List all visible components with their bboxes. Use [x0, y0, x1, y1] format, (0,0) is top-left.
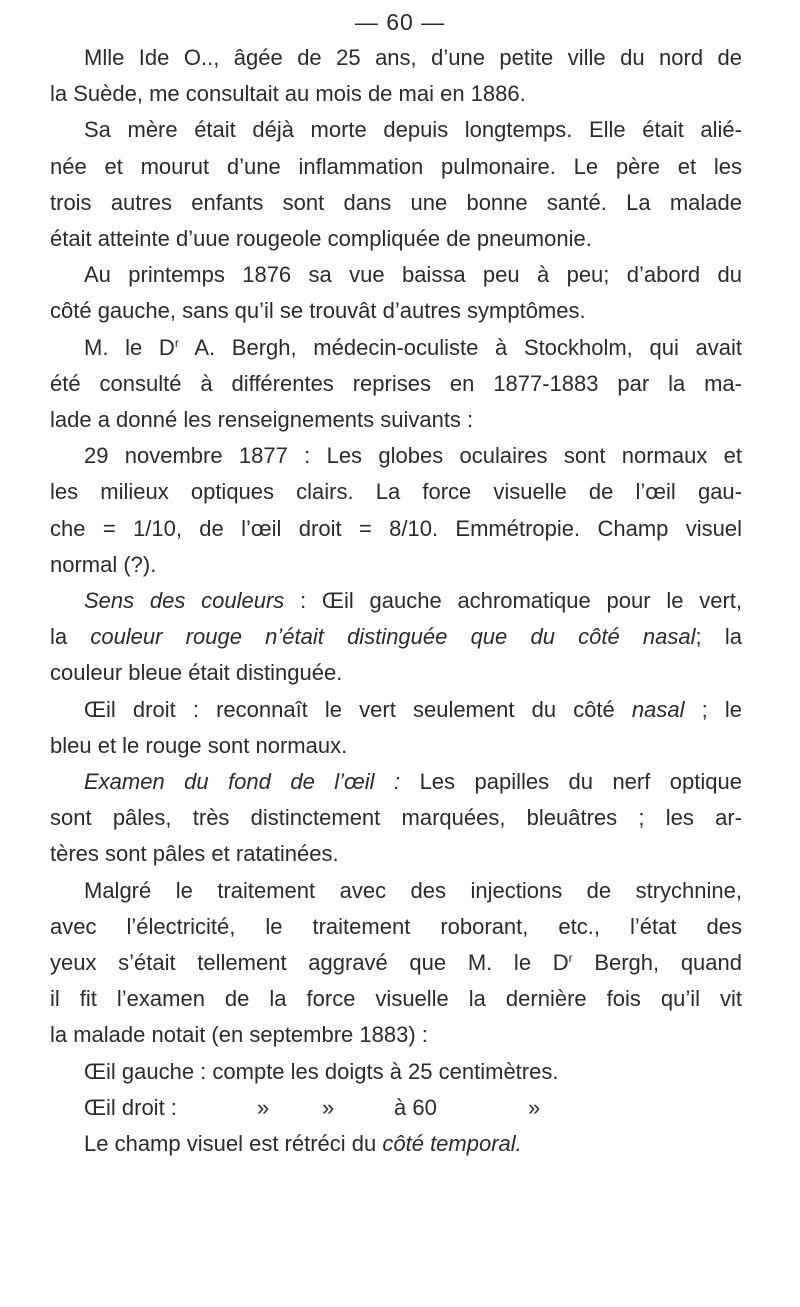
text-line	[50, 1126, 742, 1162]
text-line	[50, 945, 742, 981]
measurement-line	[50, 1090, 742, 1126]
text-line: été consulté à différentes reprises en 1877-1883 par la ma-	[50, 370, 742, 396]
text-fragment: la	[50, 624, 91, 650]
text-line: née et mourut d’une inflammation pulmonaire. Le père et les	[50, 153, 742, 179]
superscript: r	[174, 335, 179, 350]
text-fragment: ; la	[695, 624, 742, 650]
italic-heading: Sens des couleurs	[84, 588, 285, 614]
text-line: trois autres enfants sont dans une bonne santé. La malade	[50, 189, 742, 215]
superscript: r	[568, 951, 573, 966]
text-fragment: Les papilles du nerf optique	[400, 769, 742, 795]
text-fragment: Œil droit :	[84, 1094, 177, 1120]
text-line: avec l’électricité, le traitement roborant, etc., l’état des	[50, 913, 742, 939]
text-line: Malgré le traitement avec des injections de strychnine,	[84, 877, 742, 903]
text-line: côté gauche, sans qu’il se trouvât d’autres symptômes.	[50, 298, 586, 324]
text-line: la malade notait (en septembre 1883) :	[50, 1022, 428, 1048]
text-line: che = 1/10, de l’œil droit = 8/10. Emmétropie. Champ visuel	[50, 515, 742, 541]
italic-phrase: côté temporal.	[382, 1131, 522, 1157]
text-fragment: yeux s’était tellement aggravé que M. le D	[50, 950, 569, 976]
text-line: tères sont pâles et ratatinées.	[50, 841, 339, 867]
text-fragment: Bergh, quand	[572, 950, 742, 976]
text-fragment: A. Bergh, médecin-oculiste à Stockholm, qui avait	[194, 334, 742, 360]
text-line: il fit l’examen de la force visuelle la dernière fois qu’il vit	[50, 986, 742, 1012]
text-line	[50, 764, 742, 800]
italic-word: nasal	[631, 696, 685, 722]
body-text	[50, 40, 742, 1162]
text-fragment: Le champ visuel est rétréci du	[84, 1131, 383, 1157]
italic-heading: Examen du fond de l’œil :	[84, 769, 401, 795]
text-line: 29 novembre 1877 : Les globes oculaires sont normaux et	[84, 443, 742, 469]
text-fragment: à 60	[394, 1094, 437, 1120]
italic-phrase: couleur rouge n’était distinguée que du côté nasal	[90, 624, 696, 650]
ditto-mark: »	[257, 1094, 270, 1120]
text-line	[50, 619, 742, 655]
text-line: était atteinte d’uue rougeole compliquée de pneumonie.	[50, 226, 592, 252]
text-line	[50, 692, 742, 728]
text-line: les milieux optiques clairs. La force visuelle de l’œil gau-	[50, 479, 742, 505]
text-line: lade a donné les renseignements suivants :	[50, 407, 474, 433]
page-number: — 60 —	[354, 9, 446, 35]
text-line	[50, 330, 742, 366]
text-line: normal (?).	[50, 551, 157, 577]
ditto-mark: »	[528, 1094, 541, 1120]
text-line: Mlle Ide O.., âgée de 25 ans, d’une petite ville du nord de	[84, 45, 742, 70]
text-line: couleur bleue était distinguée.	[50, 660, 343, 686]
text-fragment: : Œil gauche achromatique pour le vert,	[284, 588, 742, 614]
text-fragment: ; le	[684, 696, 742, 722]
ditto-mark: »	[322, 1094, 335, 1120]
text-line: Au printemps 1876 sa vue baissa peu à peu; d’abord du	[84, 262, 742, 288]
text-fragment: Œil droit : reconnaît le vert seulement du côté	[84, 696, 632, 722]
text-line: Œil gauche : compte les doigts à 25 centimètres.	[84, 1058, 559, 1084]
text-line: sont pâles, très distinctement marquées, bleuâtres ; les ar-	[50, 805, 742, 831]
text-line: la Suède, me consultait au mois de mai en 1886.	[50, 81, 526, 107]
text-line	[50, 583, 742, 619]
text-fragment: M. le D	[84, 334, 175, 360]
text-line: bleu et le rouge sont normaux.	[50, 732, 348, 758]
text-line: Sa mère était déjà morte depuis longtemps. Elle était alié-	[84, 117, 742, 143]
